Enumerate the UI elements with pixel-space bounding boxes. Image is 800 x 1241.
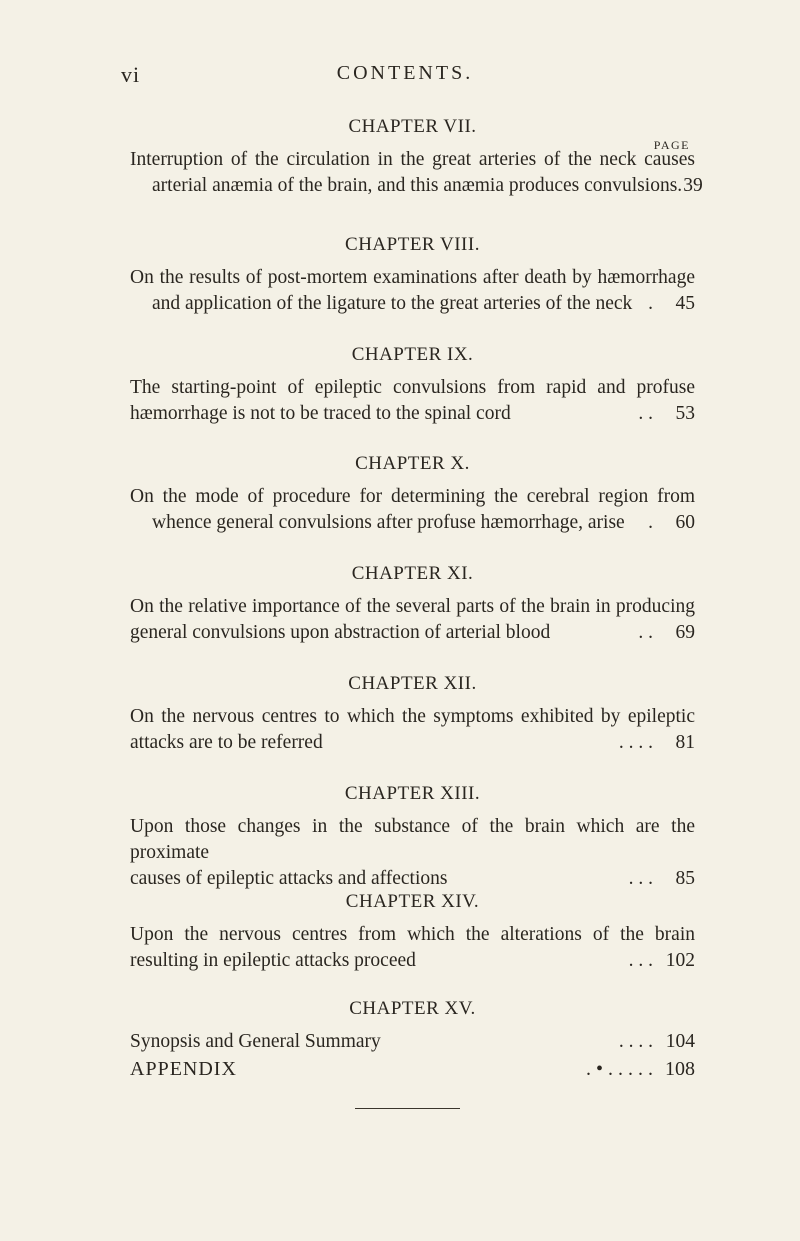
toc-entry-chapter-xiv[interactable] bbox=[130, 890, 695, 974]
page-number[interactable]: 53 bbox=[675, 403, 695, 424]
page-number[interactable]: 45 bbox=[675, 293, 695, 314]
page-number[interactable]: 69 bbox=[675, 622, 695, 643]
dot-leaders: . bbox=[677, 175, 683, 196]
description-line: whence general convulsions after profuse hæmorrhage, arise bbox=[152, 512, 625, 533]
chapter-heading: CHAPTER XIV. bbox=[345, 891, 480, 912]
description-line: On the mode of procedure for determining the cerebral region from bbox=[130, 486, 695, 507]
dot-leaders: . • . . . . . bbox=[585, 1058, 653, 1080]
chapter-heading: CHAPTER VIII. bbox=[345, 234, 480, 255]
description-line: causes of epileptic attacks and affections bbox=[130, 868, 448, 889]
dot-leaders: . . . bbox=[628, 868, 653, 889]
toc-entry-appendix[interactable] bbox=[130, 1058, 695, 1081]
description-line: arterial anæmia of the brain, and this anæmia produces convulsions bbox=[152, 175, 678, 196]
closing-rule bbox=[355, 1108, 460, 1109]
page-number[interactable]: 102 bbox=[665, 950, 695, 971]
appendix-title: APPENDIX bbox=[130, 1058, 237, 1080]
page-number[interactable]: 60 bbox=[675, 512, 695, 533]
chapter-heading: CHAPTER XIII. bbox=[344, 783, 481, 804]
chapter-heading: CHAPTER XV. bbox=[349, 998, 476, 1019]
chapter-heading: CHAPTER IX. bbox=[351, 344, 474, 365]
description-line: Upon the nervous centres from which the alterations of the brain bbox=[130, 924, 695, 945]
toc-entry-chapter-xiii[interactable] bbox=[130, 782, 695, 892]
description-line: general convulsions upon abstraction of arterial blood bbox=[130, 622, 551, 643]
chapter-heading: CHAPTER VII. bbox=[348, 116, 477, 137]
description-line: Upon those changes in the substance of the brain which are the proximate bbox=[130, 816, 695, 863]
page-header bbox=[0, 62, 800, 92]
chapter-description bbox=[130, 594, 695, 646]
description-line: Interruption of the circulation in the great arteries of the neck causes bbox=[130, 149, 695, 170]
chapter-description bbox=[130, 147, 703, 199]
description-line: On the results of post-mortem examinations after death by hæmorrhage bbox=[130, 267, 695, 288]
toc-entry-chapter-x[interactable] bbox=[130, 452, 695, 536]
chapter-description bbox=[130, 1029, 695, 1055]
chapter-heading: CHAPTER X. bbox=[355, 453, 470, 474]
toc-entry-chapter-xi[interactable] bbox=[130, 562, 695, 646]
dot-leaders: . . bbox=[638, 622, 653, 643]
page-number[interactable]: 39 bbox=[683, 175, 703, 196]
chapter-description bbox=[130, 484, 695, 536]
running-title: CONTENTS. bbox=[336, 62, 474, 84]
page-column-label: PAGE bbox=[653, 138, 690, 152]
chapter-heading: CHAPTER XII. bbox=[348, 673, 477, 694]
dot-leaders: . . . . bbox=[618, 732, 653, 753]
toc-entry-chapter-vii[interactable] bbox=[130, 115, 703, 199]
dot-leaders: . bbox=[648, 293, 653, 314]
description-line: The starting-point of epileptic convulsions from rapid and profuse bbox=[130, 377, 695, 398]
page-number[interactable]: 85 bbox=[675, 868, 695, 889]
chapter-description bbox=[130, 265, 695, 317]
dot-leaders: . . . . bbox=[618, 1031, 653, 1052]
chapter-heading: CHAPTER XI. bbox=[351, 563, 474, 584]
page-number[interactable]: 108 bbox=[665, 1058, 695, 1080]
description-line: and application of the ligature to the great arteries of the neck bbox=[152, 293, 633, 314]
chapter-description bbox=[130, 814, 695, 892]
page-number[interactable]: 81 bbox=[675, 732, 695, 753]
chapter-description bbox=[130, 375, 695, 427]
dot-leaders: . . . bbox=[628, 950, 653, 971]
description-line: hæmorrhage is not to be traced to the spinal cord bbox=[130, 403, 511, 424]
description-line: attacks are to be referred bbox=[130, 732, 323, 753]
dot-leaders: . bbox=[648, 512, 653, 533]
toc-entry-chapter-viii[interactable] bbox=[130, 233, 695, 317]
description-line: On the nervous centres to which the symptoms exhibited by epileptic bbox=[130, 706, 695, 727]
description-line: On the relative importance of the several parts of the brain in producing bbox=[130, 596, 695, 617]
description-line: Synopsis and General Summary bbox=[130, 1031, 381, 1052]
description-line: resulting in epileptic attacks proceed bbox=[130, 950, 416, 971]
dot-leaders: . . bbox=[638, 403, 653, 424]
chapter-description bbox=[130, 704, 695, 756]
page-folio: vi bbox=[121, 62, 141, 87]
toc-entry-chapter-ix[interactable] bbox=[130, 343, 695, 427]
toc-entry-chapter-xii[interactable] bbox=[130, 672, 695, 756]
page-number[interactable]: 104 bbox=[665, 1031, 695, 1052]
chapter-description bbox=[130, 922, 695, 974]
toc-entry-chapter-xv[interactable] bbox=[130, 997, 695, 1055]
